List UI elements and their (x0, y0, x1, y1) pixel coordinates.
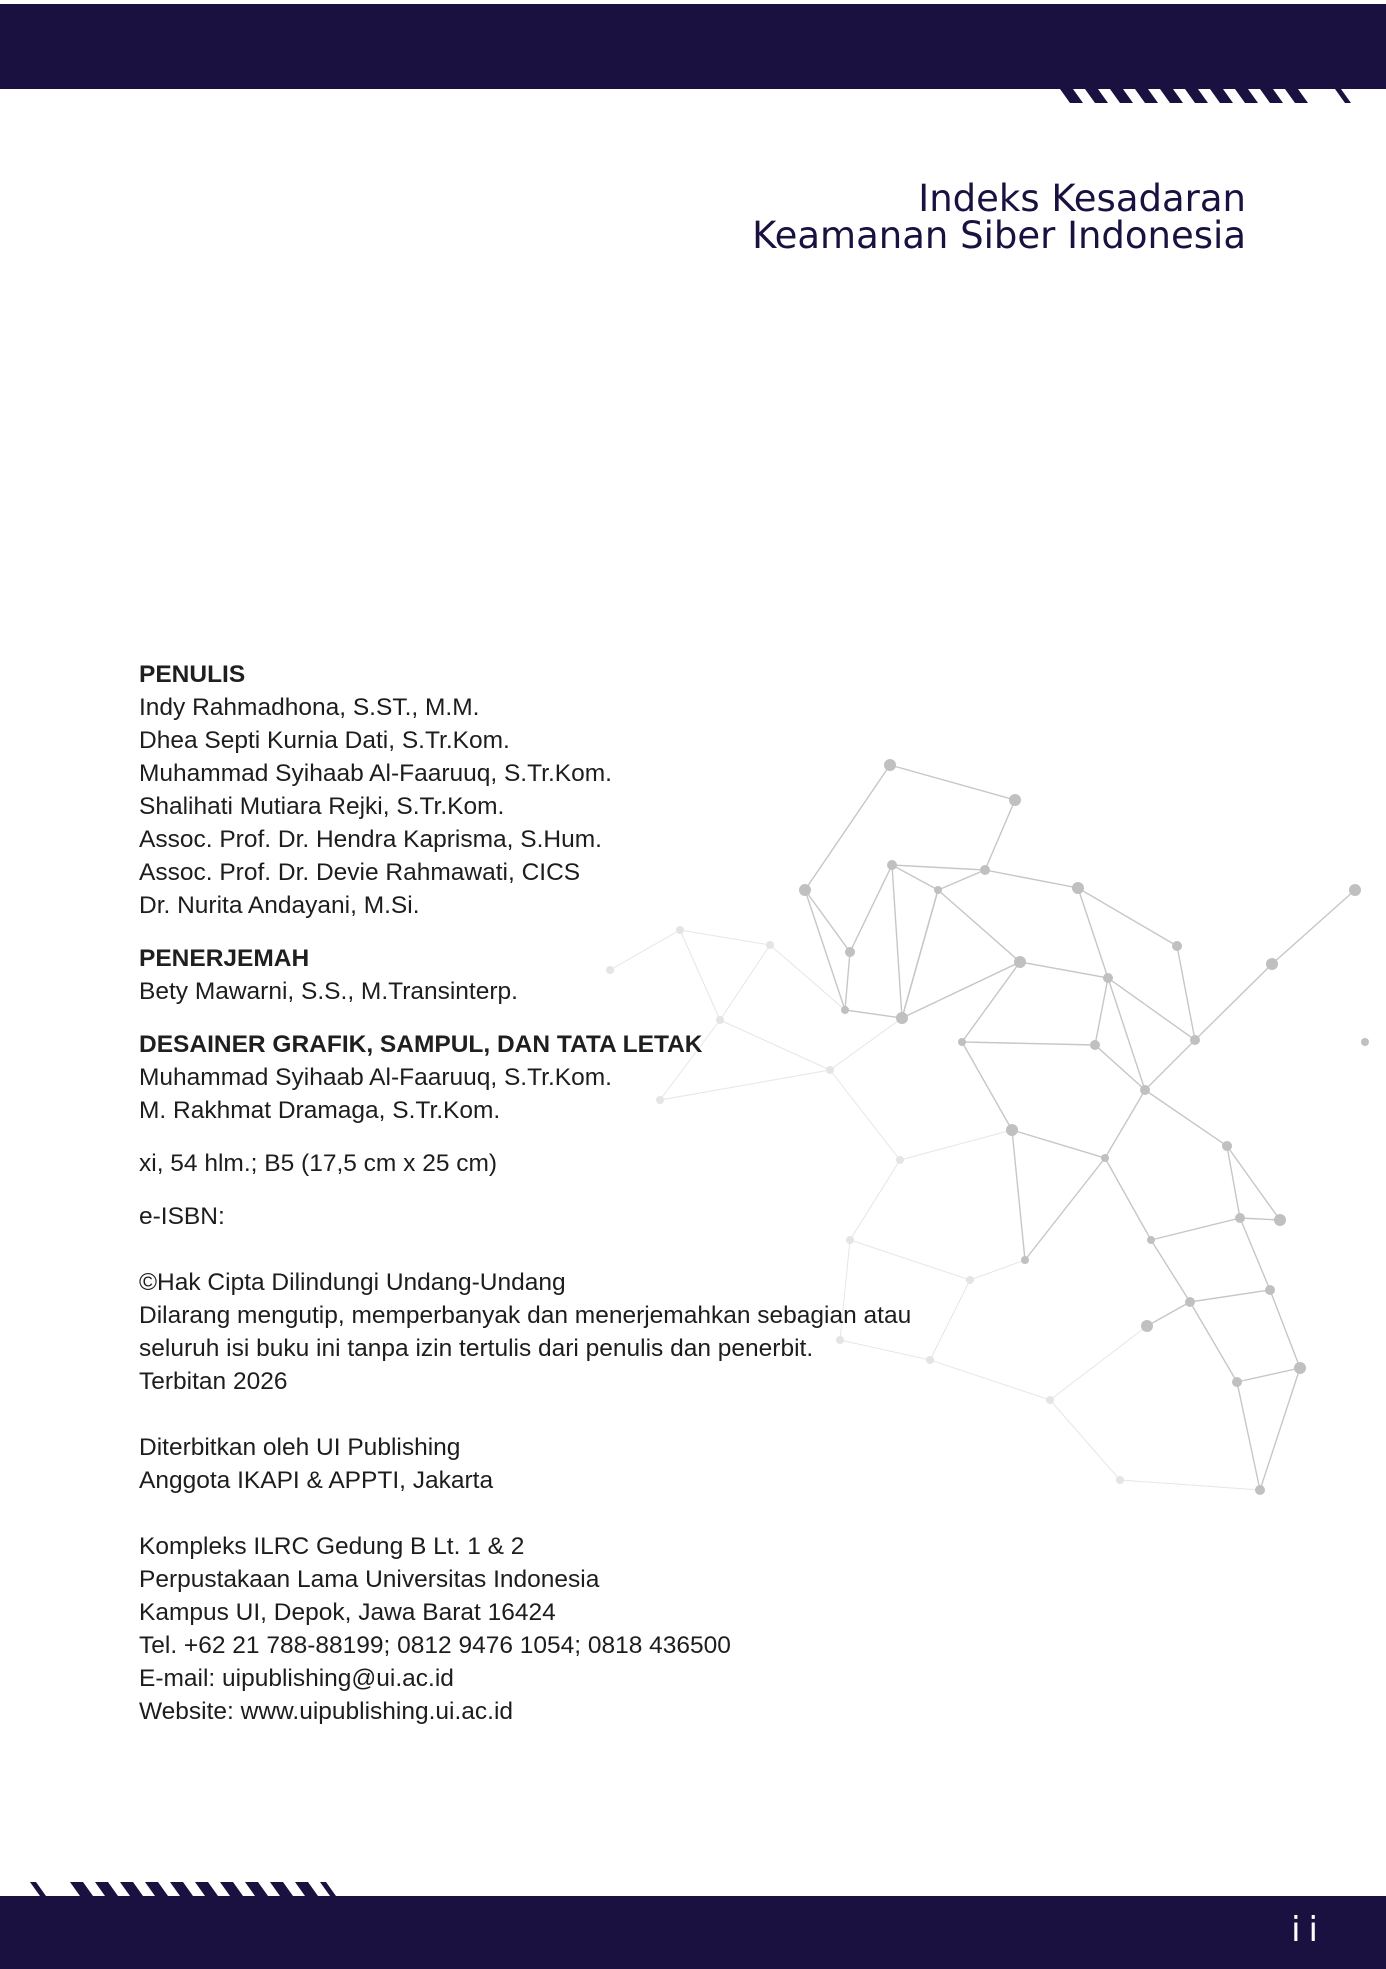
copyright-section (139, 1266, 1039, 1398)
publisher-section (139, 1431, 1039, 1497)
page-number: ii (1291, 1910, 1326, 1950)
address-line: Tel. +62 21 788-88199; 0812 9476 1054; 0818 436500 (139, 1632, 731, 1659)
desainer-heading: DESAINER GRAFIK, SAMPUL, DAN TATA LETAK (139, 1031, 703, 1058)
book-title-line-2: Keamanan Siber Indonesia (752, 214, 1246, 257)
top-header-bar (0, 4, 1386, 89)
address-line: Perpustakaan Lama Universitas Indonesia (139, 1566, 600, 1593)
address-line: Kampus UI, Depok, Jawa Barat 16424 (139, 1599, 556, 1626)
book-title-line-1: Indeks Kesadaran (918, 177, 1246, 220)
penulis-name: Muhammad Syihaab Al-Faaruuq, S.Tr.Kom. (139, 760, 612, 787)
website-line: Website: www.uipublishing.ui.ac.id (139, 1698, 514, 1725)
penulis-name: Indy Rahmadhona, S.ST., M.M. (139, 694, 480, 721)
email-line: E-mail: uipublishing@ui.ac.id (139, 1665, 454, 1692)
address-line: Kompleks ILRC Gedung B Lt. 1 & 2 (139, 1533, 525, 1560)
copyright-line: Terbitan 2026 (139, 1368, 288, 1395)
penulis-section (139, 658, 1039, 922)
publisher-line: Diterbitkan oleh UI Publishing (139, 1434, 461, 1461)
copyright-line: ©Hak Cipta Dilindungi Undang-Undang (139, 1269, 566, 1296)
bottom-stripe-decoration (30, 1882, 340, 1896)
copyright-line: Dilarang mengutip, memperbanyak dan menerjemahkan sebagian atau (139, 1302, 912, 1329)
book-info: xi, 54 hlm.; B5 (17,5 cm x 25 cm) (139, 1150, 498, 1177)
penulis-name: Shalihati Mutiara Rejki, S.Tr.Kom. (139, 793, 505, 820)
penulis-name: Assoc. Prof. Dr. Devie Rahmawati, CICS (139, 859, 581, 886)
address-section (139, 1530, 1039, 1728)
penulis-name: Dhea Septi Kurnia Dati, S.Tr.Kom. (139, 727, 510, 754)
publisher-line: Anggota IKAPI & APPTI, Jakarta (139, 1467, 494, 1494)
imprint-content (139, 658, 1039, 1728)
penerjemah-name: Bety Mawarni, S.S., M.Transinterp. (139, 978, 518, 1005)
penerjemah-heading: PENERJEMAH (139, 945, 310, 972)
book-title (752, 177, 1246, 257)
penerjemah-section (139, 942, 1039, 1008)
copyright-line: seluruh isi buku ini tanpa izin tertulis dari penulis dan penerbit. (139, 1335, 814, 1362)
penulis-name: Assoc. Prof. Dr. Hendra Kaprisma, S.Hum. (139, 826, 602, 853)
isbn: e-ISBN: (139, 1203, 225, 1230)
desainer-name: M. Rakhmat Dramaga, S.Tr.Kom. (139, 1097, 501, 1124)
desainer-name: Muhammad Syihaab Al-Faaruuq, S.Tr.Kom. (139, 1064, 612, 1091)
top-stripe-decoration (1055, 89, 1355, 103)
penulis-heading: PENULIS (139, 661, 246, 688)
desainer-section (139, 1028, 1039, 1127)
penulis-name: Dr. Nurita Andayani, M.Si. (139, 892, 420, 919)
bottom-footer-bar (0, 1896, 1386, 1969)
